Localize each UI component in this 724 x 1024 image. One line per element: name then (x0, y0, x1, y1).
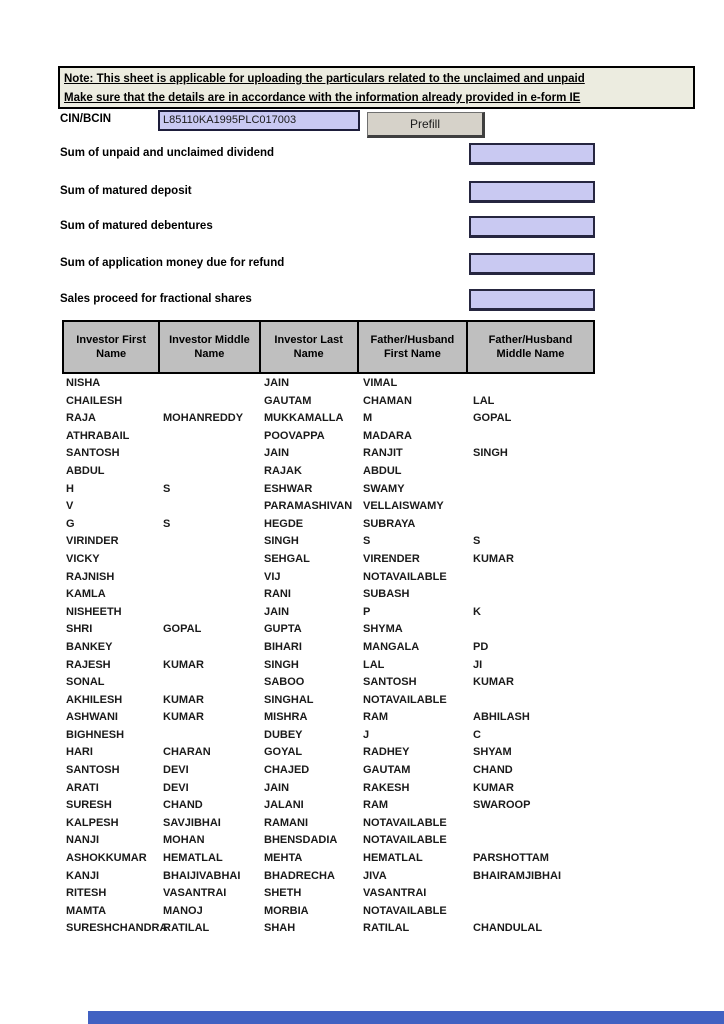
cell[interactable]: AKHILESH (66, 693, 123, 706)
cell[interactable]: HARI (66, 746, 93, 759)
cell[interactable]: C (473, 728, 481, 741)
cell[interactable]: ARATI (66, 781, 99, 794)
cell[interactable]: SUBASH (363, 588, 410, 601)
cell[interactable]: BHENSDADIA (264, 834, 338, 847)
table-row (62, 850, 595, 868)
sum-label-unpaid-dividend: Sum of unpaid and unclaimed dividend (60, 147, 275, 159)
note-line-1: Note: This sheet is applicable for uploading the particulars related to the unclaimed and unpaid (64, 73, 585, 85)
table-row (62, 551, 595, 569)
cell[interactable]: GAUTAM (363, 764, 411, 777)
cell[interactable]: MANGALA (363, 640, 420, 653)
cell[interactable]: RATILAL (363, 922, 410, 935)
cell[interactable]: NISHA (66, 377, 101, 389)
cell[interactable]: H (66, 482, 74, 495)
cell[interactable] (469, 885, 595, 903)
cell[interactable]: BHAIRAMJIBHAI (473, 869, 561, 882)
table-row (62, 393, 595, 411)
cell[interactable] (159, 639, 260, 657)
cell[interactable]: CHAILESH (66, 394, 123, 407)
cell[interactable]: LAL (473, 394, 495, 407)
cell[interactable]: MANOJ (163, 904, 203, 917)
cell[interactable]: HEGDE (264, 517, 304, 530)
header-investor-first-name: Investor First Name (64, 322, 160, 372)
table-row (62, 780, 595, 798)
sum-label-application-money: Sum of application money due for refund (60, 257, 285, 269)
cell[interactable]: PARAMASHIVAN (264, 500, 353, 513)
cell[interactable]: RAMANI (264, 816, 308, 829)
table-row (62, 744, 595, 762)
cell[interactable]: CHAMAN (363, 394, 412, 407)
cell[interactable]: S (163, 517, 171, 530)
cell[interactable]: KUMAR (163, 658, 204, 671)
cell[interactable]: SABOO (264, 676, 305, 689)
note-line-2: Make sure that the details are in accordance with the information already provided in e-form IE (64, 92, 581, 104)
cell[interactable] (159, 393, 260, 411)
table-row (62, 604, 595, 622)
cell[interactable]: SINGH (264, 535, 299, 548)
cell[interactable] (159, 604, 260, 622)
cell[interactable]: CHAND (163, 799, 203, 812)
cell[interactable]: PD (473, 640, 489, 653)
cell[interactable] (469, 569, 595, 587)
cell[interactable]: G (66, 517, 75, 530)
cell[interactable]: M (363, 412, 373, 425)
header-investor-last-name: Investor Last Name (261, 322, 359, 372)
cell[interactable] (469, 498, 595, 516)
table-row (62, 621, 595, 639)
cell[interactable]: VIRENDER (363, 552, 420, 565)
cell[interactable]: SHRI (66, 623, 93, 636)
cell[interactable]: VASANTRAI (163, 887, 227, 900)
sum-input-matured-debentures[interactable] (469, 216, 595, 238)
cell[interactable]: NOTAVAILABLE (363, 816, 447, 829)
cell[interactable] (469, 621, 595, 639)
cell[interactable]: GOYAL (264, 746, 303, 759)
cell[interactable] (159, 375, 260, 393)
table-row (62, 832, 595, 850)
cell[interactable]: SINGH (473, 447, 508, 460)
table-row (62, 762, 595, 780)
cell[interactable]: JALANI (264, 799, 304, 812)
cell[interactable] (469, 375, 595, 393)
cell[interactable]: GOPAL (473, 412, 512, 425)
cell[interactable]: KUMAR (163, 711, 204, 724)
table-row (62, 709, 595, 727)
cell[interactable]: ASHWANI (66, 711, 118, 724)
table-row (62, 516, 595, 534)
cell[interactable]: ABDUL (363, 464, 402, 477)
cell[interactable]: NOTAVAILABLE (363, 570, 447, 583)
table-row (62, 657, 595, 675)
cell[interactable]: KUMAR (473, 552, 514, 565)
sum-input-matured-deposit[interactable] (469, 181, 595, 203)
cell[interactable]: RANI (264, 588, 291, 601)
cell[interactable]: S (473, 535, 481, 548)
table-header-row (62, 320, 595, 374)
cell[interactable]: MAMTA (66, 904, 107, 917)
cell[interactable] (159, 498, 260, 516)
cell[interactable]: JAIN (264, 447, 290, 460)
cell[interactable] (469, 692, 595, 710)
cell[interactable]: RAJNISH (66, 570, 115, 583)
cell[interactable]: SUBRAYA (363, 517, 416, 530)
cell[interactable]: SHYMA (363, 623, 403, 636)
investors-table (62, 320, 595, 938)
cell[interactable] (469, 516, 595, 534)
cell[interactable]: NANJI (66, 834, 100, 847)
cell[interactable]: ESHWAR (264, 482, 313, 495)
cell[interactable]: P (363, 605, 371, 618)
cell[interactable]: VELLAISWAMY (363, 500, 444, 513)
cell[interactable]: RAJA (66, 412, 96, 425)
cell[interactable] (159, 586, 260, 604)
table-row (62, 885, 595, 903)
table-row (62, 569, 595, 587)
table-row (62, 903, 595, 921)
sum-input-fractional-shares[interactable] (469, 289, 595, 311)
cell[interactable]: V (66, 500, 74, 513)
cell[interactable]: NOTAVAILABLE (363, 904, 447, 917)
cell[interactable]: NOTAVAILABLE (363, 693, 447, 706)
cell[interactable]: RANJIT (363, 447, 403, 460)
cell[interactable]: ABHILASH (473, 711, 530, 724)
cell[interactable]: MORBIA (264, 904, 309, 917)
cell[interactable]: LAL (363, 658, 385, 671)
cell[interactable]: MISHRA (264, 711, 308, 724)
table-row (62, 498, 595, 516)
cell[interactable]: SONAL (66, 676, 105, 689)
cell[interactable]: CHARAN (163, 746, 211, 759)
cell[interactable]: RAM (363, 799, 389, 812)
prefill-button[interactable] (367, 112, 485, 138)
cell[interactable]: POOVAPPA (264, 429, 325, 442)
table-row (62, 797, 595, 815)
table-row (62, 375, 595, 393)
cell[interactable]: VIMAL (363, 377, 398, 389)
cell[interactable] (159, 445, 260, 463)
cell[interactable]: CHAND (473, 764, 513, 777)
cell[interactable]: RAJAK (264, 464, 302, 477)
cell[interactable]: KAMLA (66, 588, 106, 601)
cell[interactable] (159, 551, 260, 569)
table-row (62, 674, 595, 692)
cell[interactable]: MOHANREDDY (163, 412, 244, 425)
cell[interactable]: JIVA (363, 869, 387, 882)
cell[interactable]: SANTOSH (363, 676, 417, 689)
cell[interactable]: SINGHAL (264, 693, 314, 706)
table-body (62, 375, 595, 938)
cell[interactable]: SANTOSH (66, 764, 120, 777)
cell[interactable]: DEVI (163, 781, 189, 794)
header-father-husband-middle-name: Father/Husband Middle Name (488, 334, 573, 360)
cell[interactable]: RADHEY (363, 746, 410, 759)
cell[interactable]: GUPTA (264, 623, 302, 636)
cell[interactable]: JAIN (264, 377, 290, 389)
cell[interactable] (159, 569, 260, 587)
cell[interactable]: S (163, 482, 171, 495)
cell[interactable] (469, 481, 595, 499)
cell[interactable]: J (363, 728, 370, 741)
table-row (62, 727, 595, 745)
table-row (62, 868, 595, 886)
cell[interactable]: DUBEY (264, 728, 303, 741)
sum-label-fractional-shares: Sales proceed for fractional shares (60, 293, 252, 305)
cell[interactable]: GAUTAM (264, 394, 312, 407)
table-row (62, 920, 595, 938)
cell[interactable]: SANTOSH (66, 447, 120, 460)
cell[interactable]: SWAROOP (473, 799, 531, 812)
sum-input-application-money[interactable] (469, 253, 595, 275)
table-row (62, 586, 595, 604)
cell[interactable] (469, 428, 595, 446)
cell[interactable] (469, 463, 595, 481)
cell[interactable]: SURESH (66, 799, 112, 812)
table-row (62, 692, 595, 710)
header-father-husband-first-name: Father/Husband First Name (359, 322, 468, 372)
prefill-button-label: Prefill (409, 117, 440, 131)
table-row (62, 481, 595, 499)
cell[interactable]: KALPESH (66, 816, 119, 829)
cell[interactable]: BHADRECHA (264, 869, 335, 882)
cell[interactable]: RAM (363, 711, 389, 724)
cell[interactable]: VICKY (66, 552, 100, 565)
cell[interactable]: SWAMY (363, 482, 405, 495)
cell[interactable]: NISHEETH (66, 605, 122, 618)
sum-input-unpaid-dividend[interactable] (469, 143, 595, 165)
cell[interactable]: KUMAR (473, 781, 514, 794)
cell[interactable]: ATHRABAIL (66, 429, 130, 442)
cell[interactable]: DEVI (163, 764, 189, 777)
cell[interactable]: SEHGAL (264, 552, 310, 565)
cell[interactable]: SURESHCHANDRA (66, 922, 168, 935)
cell[interactable]: BANKEY (66, 640, 113, 653)
cin-input[interactable]: L85110KA1995PLC017003 (158, 110, 360, 131)
cin-label: CIN/BCIN (60, 113, 112, 125)
cell[interactable] (469, 586, 595, 604)
cell[interactable]: GOPAL (163, 623, 202, 636)
cell[interactable]: VASANTRAI (363, 887, 427, 900)
table-row (62, 410, 595, 428)
cell[interactable]: ASHOKKUMAR (66, 852, 147, 865)
cell[interactable]: BIHARI (264, 640, 302, 653)
table-row (62, 533, 595, 551)
cell[interactable]: HEMATLAL (163, 852, 223, 865)
cell[interactable]: VIRINDER (66, 535, 119, 548)
cell[interactable]: NOTAVAILABLE (363, 834, 447, 847)
cell[interactable]: KANJI (66, 869, 100, 882)
cell[interactable]: BHAIJIVABHAI (163, 869, 241, 882)
cell[interactable]: SHAH (264, 922, 296, 935)
cell[interactable]: BIGHNESH (66, 728, 125, 741)
cell[interactable]: SINGH (264, 658, 299, 671)
cell[interactable]: VIJ (264, 570, 281, 583)
cell[interactable]: RAJESH (66, 658, 111, 671)
table-row (62, 445, 595, 463)
cell[interactable]: SAVJIBHAI (163, 816, 221, 829)
note-banner (58, 66, 695, 109)
cell[interactable]: SHYAM (473, 746, 512, 759)
cell[interactable]: RITESH (66, 887, 107, 900)
cell[interactable]: HEMATLAL (363, 852, 423, 865)
table-row (62, 639, 595, 657)
cell[interactable] (469, 832, 595, 850)
cell[interactable] (159, 727, 260, 745)
cell[interactable] (469, 903, 595, 921)
cell[interactable]: JAIN (264, 605, 290, 618)
cell[interactable]: JI (473, 658, 483, 671)
cell[interactable]: MUKKAMALLA (264, 412, 344, 425)
bottom-blue-bar (88, 1011, 724, 1024)
cell[interactable]: SHETH (264, 887, 302, 900)
sum-label-matured-deposit: Sum of matured deposit (60, 185, 192, 197)
cell[interactable]: S (363, 535, 371, 548)
cell[interactable]: KUMAR (163, 693, 204, 706)
table-row (62, 815, 595, 833)
cell[interactable]: KUMAR (473, 676, 514, 689)
cell[interactable]: CHANDULAL (473, 922, 543, 935)
cell[interactable]: K (473, 605, 481, 618)
cell[interactable]: RAKESH (363, 781, 410, 794)
cell[interactable] (159, 674, 260, 692)
cell[interactable] (159, 533, 260, 551)
cell[interactable]: CHAJED (264, 764, 310, 777)
sum-label-matured-debentures: Sum of matured debentures (60, 220, 213, 232)
cell[interactable]: PARSHOTTAM (473, 852, 549, 865)
cell[interactable]: RATILAL (163, 922, 210, 935)
table-row (62, 428, 595, 446)
cell[interactable]: MEHTA (264, 852, 303, 865)
table-row (62, 463, 595, 481)
header-investor-middle-name: Investor Middle Name (160, 322, 260, 372)
cell[interactable]: JAIN (264, 781, 290, 794)
cell[interactable] (469, 815, 595, 833)
cell[interactable]: ABDUL (66, 464, 105, 477)
cell[interactable] (159, 428, 260, 446)
cell[interactable] (159, 463, 260, 481)
cell[interactable]: MOHAN (163, 834, 205, 847)
cell[interactable]: MADARA (363, 429, 412, 442)
